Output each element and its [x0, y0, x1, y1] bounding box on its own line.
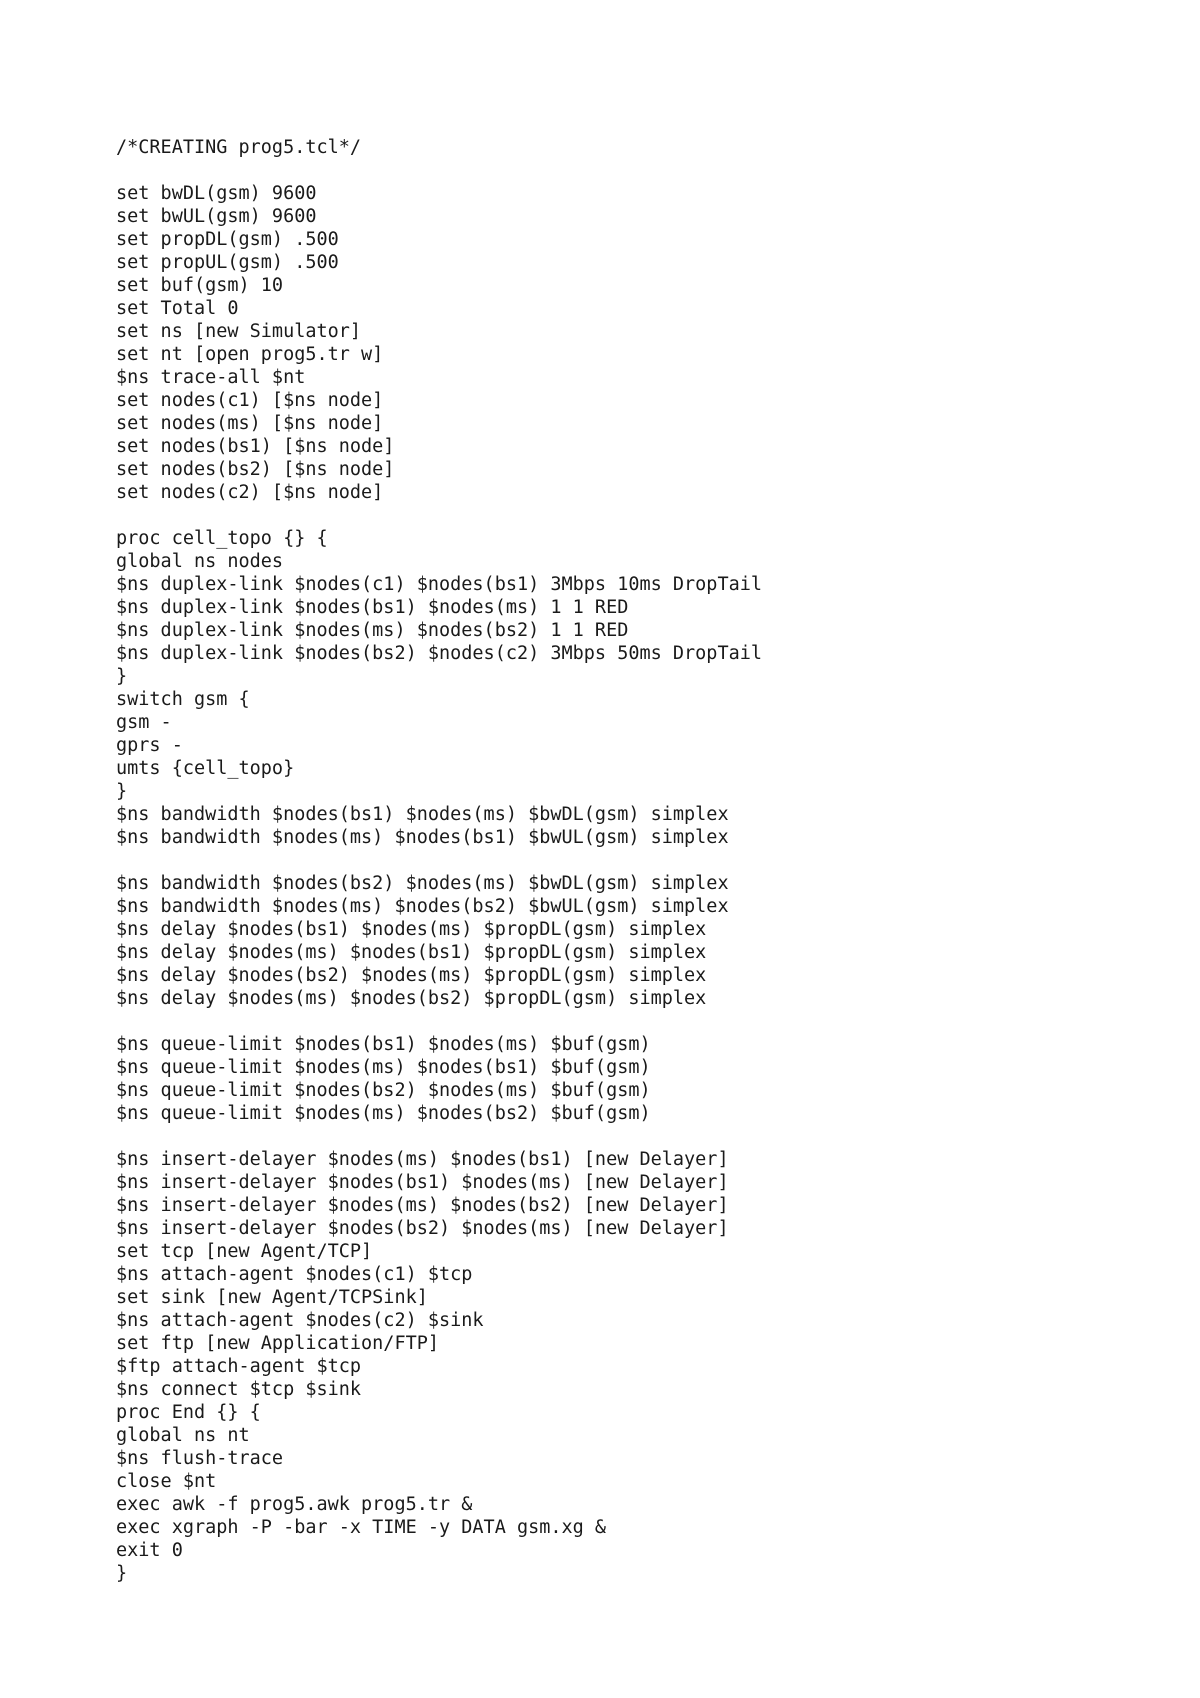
code-line: set nodes(ms) [$ns node] — [116, 413, 384, 434]
code-line: gsm - — [116, 712, 172, 733]
code-line: $ns bandwidth $nodes(ms) $nodes(bs2) $bwUL(gsm) simplex — [116, 896, 729, 917]
code-line: set Total 0 — [116, 298, 239, 319]
code-line: $ns insert-delayer $nodes(bs1) $nodes(ms) [new Delayer] — [116, 1172, 729, 1193]
code-line: $ns attach-agent $nodes(c1) $tcp — [116, 1264, 473, 1285]
code-line: gprs - — [116, 735, 183, 756]
blank-line — [116, 159, 762, 182]
blank-line — [116, 1010, 762, 1033]
code-line: $ns attach-agent $nodes(c2) $sink — [116, 1310, 484, 1331]
blank-line — [116, 1125, 762, 1148]
code-line: $ns bandwidth $nodes(bs1) $nodes(ms) $bwDL(gsm) simplex — [116, 804, 729, 825]
code-line: $ns duplex-link $nodes(c1) $nodes(bs1) 3Mbps 10ms DropTail — [116, 574, 763, 595]
code-listing — [116, 136, 762, 1585]
code-line: set buf(gsm) 10 — [116, 275, 284, 296]
code-line: $ns duplex-link $nodes(bs2) $nodes(c2) 3Mbps 50ms DropTail — [116, 643, 763, 664]
code-line: $ns bandwidth $nodes(bs2) $nodes(ms) $bwDL(gsm) simplex — [116, 873, 729, 894]
code-line: exec awk -f prog5.awk prog5.tr & — [116, 1494, 473, 1515]
code-line: } — [116, 1563, 128, 1584]
code-line: $ns queue-limit $nodes(bs1) $nodes(ms) $buf(gsm) — [116, 1034, 651, 1055]
code-line: set ns [new Simulator] — [116, 321, 362, 342]
code-line: $ns flush-trace — [116, 1448, 284, 1469]
code-line: proc End {} { — [116, 1402, 261, 1423]
code-line: $ns delay $nodes(ms) $nodes(bs1) $propDL(gsm) simplex — [116, 942, 707, 963]
code-line: set tcp [new Agent/TCP] — [116, 1241, 373, 1262]
code-line: $ns queue-limit $nodes(bs2) $nodes(ms) $buf(gsm) — [116, 1080, 651, 1101]
code-line: $ftp attach-agent $tcp — [116, 1356, 362, 1377]
code-line: close $nt — [116, 1471, 217, 1492]
code-line: set nodes(c1) [$ns node] — [116, 390, 384, 411]
code-line: $ns queue-limit $nodes(ms) $nodes(bs1) $buf(gsm) — [116, 1057, 651, 1078]
code-line: set ftp [new Application/FTP] — [116, 1333, 440, 1354]
code-line: $ns trace-all $nt — [116, 367, 306, 388]
blank-line — [116, 849, 762, 872]
code-line: set bwDL(gsm) 9600 — [116, 183, 317, 204]
code-line: proc cell_topo {} { — [116, 528, 328, 549]
code-line: $ns delay $nodes(bs1) $nodes(ms) $propDL(gsm) simplex — [116, 919, 707, 940]
code-line: } — [116, 781, 128, 802]
code-line: exit 0 — [116, 1540, 183, 1561]
code-line: set bwUL(gsm) 9600 — [116, 206, 317, 227]
code-line: set sink [new Agent/TCPSink] — [116, 1287, 428, 1308]
code-line: set nodes(c2) [$ns node] — [116, 482, 384, 503]
code-line: $ns connect $tcp $sink — [116, 1379, 362, 1400]
code-line: $ns duplex-link $nodes(bs1) $nodes(ms) 1 1 RED — [116, 597, 629, 618]
code-line: $ns bandwidth $nodes(ms) $nodes(bs1) $bwUL(gsm) simplex — [116, 827, 729, 848]
code-line: set nodes(bs1) [$ns node] — [116, 436, 395, 457]
code-line: $ns insert-delayer $nodes(bs2) $nodes(ms) [new Delayer] — [116, 1218, 729, 1239]
code-line: $ns delay $nodes(bs2) $nodes(ms) $propDL(gsm) simplex — [116, 965, 707, 986]
code-line: global ns nodes — [116, 551, 284, 572]
code-line: set nt [open prog5.tr w] — [116, 344, 384, 365]
code-line: $ns queue-limit $nodes(ms) $nodes(bs2) $buf(gsm) — [116, 1103, 651, 1124]
code-line: umts {cell_topo} — [116, 758, 295, 779]
code-line: $ns duplex-link $nodes(ms) $nodes(bs2) 1 1 RED — [116, 620, 629, 641]
code-line: $ns insert-delayer $nodes(ms) $nodes(bs1) [new Delayer] — [116, 1149, 729, 1170]
code-line: } — [116, 666, 128, 687]
code-line: switch gsm { — [116, 689, 250, 710]
code-line: $ns delay $nodes(ms) $nodes(bs2) $propDL(gsm) simplex — [116, 988, 707, 1009]
code-line: set propDL(gsm) .500 — [116, 229, 339, 250]
code-line: /*CREATING prog5.tcl*/ — [116, 137, 362, 158]
blank-line — [116, 504, 762, 527]
code-line: set propUL(gsm) .500 — [116, 252, 339, 273]
code-line: global ns nt — [116, 1425, 250, 1446]
code-line: exec xgraph -P -bar -x TIME -y DATA gsm.xg & — [116, 1517, 607, 1538]
code-line: $ns insert-delayer $nodes(ms) $nodes(bs2) [new Delayer] — [116, 1195, 729, 1216]
code-line: set nodes(bs2) [$ns node] — [116, 459, 395, 480]
